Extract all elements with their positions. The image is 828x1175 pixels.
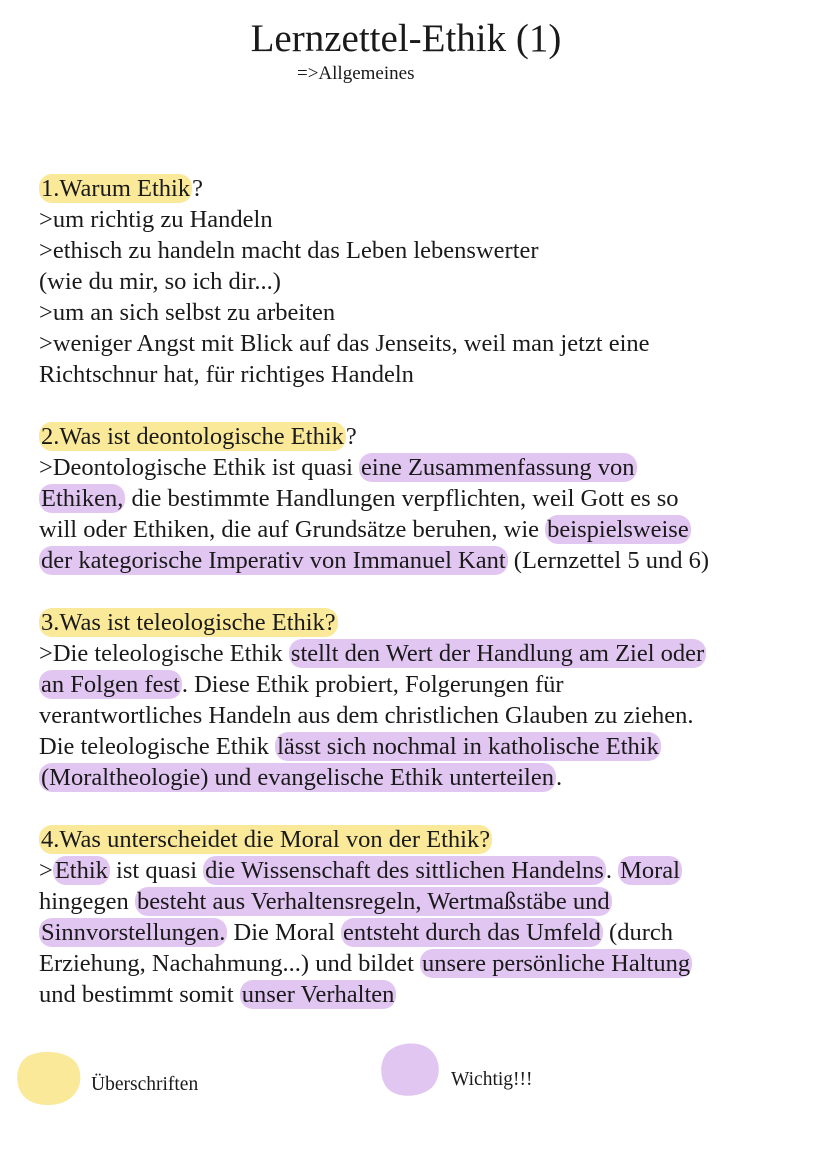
- text-segment: >um richtig zu Handeln: [39, 206, 273, 233]
- section-heading: [39, 421, 357, 452]
- important-highlight: beispielsweise: [547, 516, 689, 543]
- important-highlight: unser Verhalten: [241, 981, 395, 1008]
- important-highlight: stellt den Wert der Handlung am Ziel oder: [290, 640, 705, 667]
- important-highlight: die Wissenschaft des sittlichen Handelns: [205, 857, 604, 884]
- text-line: [39, 917, 673, 948]
- section-heading: [39, 824, 492, 855]
- text-segment: . Diese Ethik probiert, Folgerungen für: [181, 671, 564, 698]
- text-line: [39, 266, 281, 297]
- text-segment: hingegen: [39, 888, 135, 915]
- important-highlight: an Folgen fest: [41, 671, 180, 698]
- text-line: [39, 700, 693, 731]
- text-line: [39, 886, 612, 917]
- text-line: [39, 483, 679, 514]
- text-line: [39, 979, 396, 1010]
- text-line: [39, 452, 637, 483]
- section-heading: [39, 173, 203, 204]
- text-segment: (durch: [602, 919, 673, 946]
- important-highlight: Sinnvorstellungen.: [41, 919, 226, 946]
- page-subtitle: =>Allgemeines: [297, 63, 415, 84]
- text-segment: Richtschnur hat, für richtiges Handeln: [39, 361, 414, 388]
- important-highlight: Ethiken,: [41, 485, 124, 512]
- text-segment: >weniger Angst mit Blick auf das Jenseits, weil man jetzt eine: [39, 330, 650, 357]
- text-segment: >: [39, 857, 53, 884]
- text-line: [39, 514, 691, 545]
- section-heading: [39, 607, 338, 638]
- yellow-blob-icon: [14, 1050, 84, 1108]
- text-line: [39, 855, 682, 886]
- text-line: [39, 948, 692, 979]
- text-line: [39, 297, 335, 328]
- heading-highlight: 3.Was ist teleologische Ethik?: [41, 609, 336, 636]
- important-highlight: eine Zusammenfassung von: [361, 454, 635, 481]
- text-line: [39, 328, 650, 359]
- page-title: Lernzettel-Ethik (1): [250, 17, 562, 60]
- text-segment: >um an sich selbst zu arbeiten: [39, 299, 336, 326]
- heading-highlight: 1.Warum Ethik: [41, 175, 191, 202]
- purple-blob-icon: [376, 1042, 442, 1098]
- text-segment: will oder Ethiken, die auf Grundsätze beruhen, wie: [39, 516, 546, 543]
- text-segment: (Lernzettel 5 und 6): [507, 547, 710, 574]
- text-segment: verantwortliches Handeln aus dem christlichen Glauben zu ziehen.: [39, 702, 694, 729]
- text-segment: >Die teleologische Ethik: [39, 640, 289, 667]
- text-segment: Die teleologische Ethik: [39, 733, 276, 760]
- text-line: [39, 235, 539, 266]
- text-line: [39, 638, 706, 669]
- text-segment: ?: [192, 175, 203, 202]
- text-line: [39, 731, 661, 762]
- text-line: [39, 669, 564, 700]
- important-highlight: lässt sich nochmal in katholische Ethik: [277, 733, 659, 760]
- important-highlight: Moral: [620, 857, 680, 884]
- text-segment: die bestimmte Handlungen verpflichten, weil Gott es so: [125, 485, 679, 512]
- text-line: [39, 204, 273, 235]
- important-highlight: besteht aus Verhaltensregeln, Wertmaßstäbe und: [136, 888, 610, 915]
- text-segment: .: [605, 857, 619, 884]
- text-segment: (wie du mir, so ich dir...): [39, 268, 281, 295]
- heading-highlight: 4.Was unterscheidet die Moral von der Ethik?: [41, 826, 491, 853]
- text-segment: ist quasi: [109, 857, 204, 884]
- legend-headings-label: Überschriften: [91, 1074, 199, 1095]
- text-segment: und bestimmt somit: [39, 981, 240, 1008]
- important-highlight: Ethik: [54, 857, 108, 884]
- legend-important-label: Wichtig!!!: [451, 1069, 533, 1090]
- text-segment: >Deontologische Ethik ist quasi: [39, 454, 360, 481]
- important-highlight: (Moraltheologie) und evangelische Ethik unterteilen: [41, 764, 554, 791]
- text-line: [39, 762, 562, 793]
- text-segment: ?: [345, 423, 357, 450]
- important-highlight: entsteht durch das Umfeld: [343, 919, 601, 946]
- text-segment: .: [555, 764, 563, 791]
- text-segment: Erziehung, Nachahmung...) und bildet: [39, 950, 421, 977]
- heading-highlight: 2.Was ist deontologische Ethik: [41, 423, 344, 450]
- important-highlight: unsere persönliche Haltung: [422, 950, 691, 977]
- text-line: [39, 359, 414, 390]
- important-highlight: der kategorische Imperativ von Immanuel Kant: [41, 547, 506, 574]
- text-segment: >ethisch zu handeln macht das Leben lebenswerter: [39, 237, 539, 264]
- text-segment: Die Moral: [227, 919, 342, 946]
- text-line: [39, 545, 709, 576]
